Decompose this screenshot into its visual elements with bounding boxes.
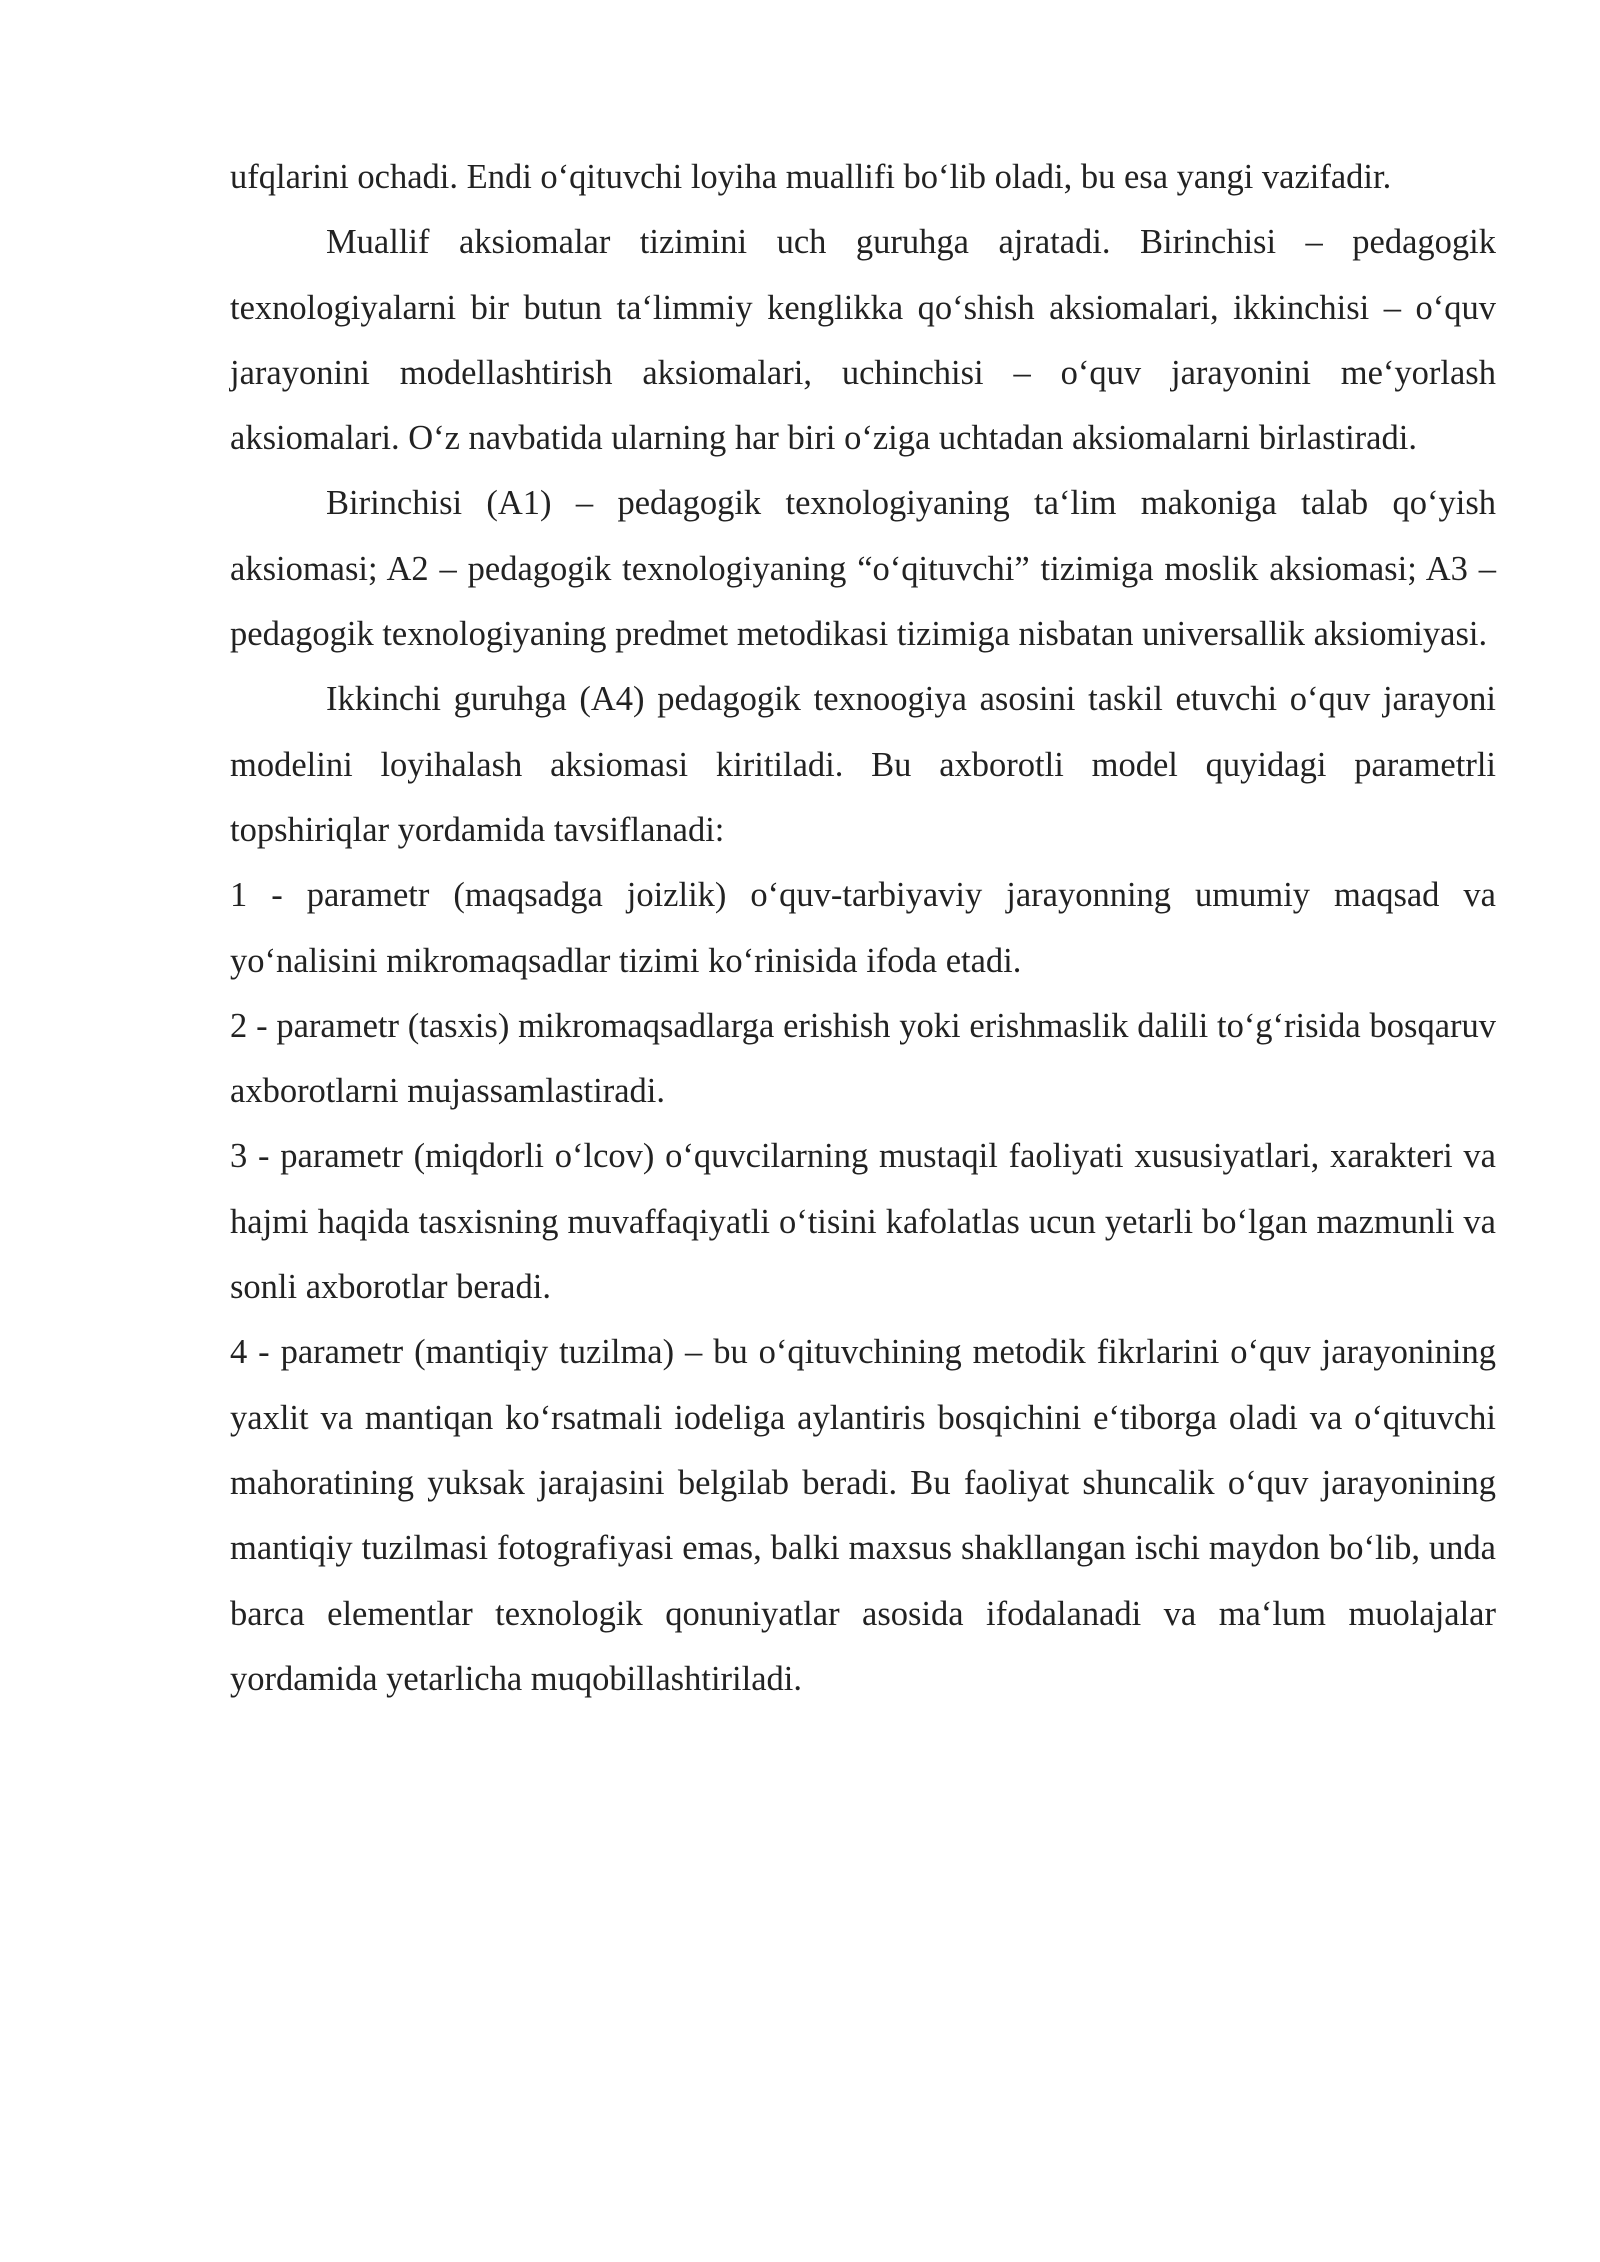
paragraph-parameter-1: 1 - parametr (maqsadga joizlik) o‘quv-tarbiyaviy jarayonning umumiy maqsad va yo‘nalisini mikromaqsadlar tizimi ko‘rinisida ifoda etadi.	[230, 876, 1496, 980]
paragraph-first-group: Birinchisi (A1) – pedagogik texnologiyaning ta‘lim makoniga talab qo‘yish aksiomasi; A2 – pedagogik texnologiyaning “o‘qituvchi” tizimiga moslik aksiomasi; A3 – pedagogik texnologiyaning predmet metodikasi tizimiga nisbatan universallik aksiomiyasi.	[230, 484, 1496, 654]
document-body	[230, 145, 1496, 1712]
paragraph-second-group: Ikkinchi guruhga (A4) pedagogik texnoogiya asosini taskil etuvchi o‘quv jarayoni modelini loyihalash aksiomasi kiritiladi. Bu axborotli model quyidagi parametrli topshiriqlar yordamida tavsiflanadi:	[230, 680, 1496, 849]
paragraph-parameter-4: 4 - parametr (mantiqiy tuzilma) – bu o‘qituvchining metodik fikrlarini o‘quv jarayonining yaxlit va mantiqan ko‘rsatmali iodeliga aylantiris bosqichini e‘tiborga oladi va o‘qituvchi mahoratining yuksak jarajasini belgilab beradi. Bu faoliyat shuncalik o‘quv jarayonining mantiqiy tuzilmasi fotografiyasi emas, balki maxsus shakllangan ischi maydon bo‘lib, unda barca elementlar texnologik qonuniyatlar asosida ifodalanadi va ma‘lum muolajalar yordamida yetarlicha muqobillashtiriladi.	[230, 1333, 1496, 1698]
paragraph-parameter-2: 2 - parametr (tasxis) mikromaqsadlarga erishish yoki erishmaslik dalili to‘g‘risida bosqaruv axborotlarni mujassamlastiradi.	[230, 1006, 1496, 1111]
paragraph-continuation: ufqlarini ochadi. Endi o‘qituvchi loyiha muallifi bo‘lib oladi, bu esa yangi vazifadir.	[230, 158, 1392, 196]
paragraph-axiom-groups: Muallif aksiomalar tizimini uch guruhga ajratadi. Birinchisi – pedagogik texnologiyalarni bir butun ta‘limmiy kenglikka qo‘shish aksiomalari, ikkinchisi – o‘quv jarayonini modellashtirish aksiomalari, uchinchisi – o‘quv jarayonini me‘yorlash aksiomalari. O‘z navbatida ularning har biri o‘ziga uchtadan aksiomalarni birlastiradi.	[230, 223, 1496, 458]
paragraph-parameter-3: 3 - parametr (miqdorli o‘lcov) o‘quvcilarning mustaqil faoliyati xususiyatlari, xarakteri va hajmi haqida tasxisning muvaffaqiyatli o‘tisini kafolatlas ucun yetarli bo‘lgan mazmunli va sonli axborotlar beradi.	[230, 1137, 1496, 1307]
